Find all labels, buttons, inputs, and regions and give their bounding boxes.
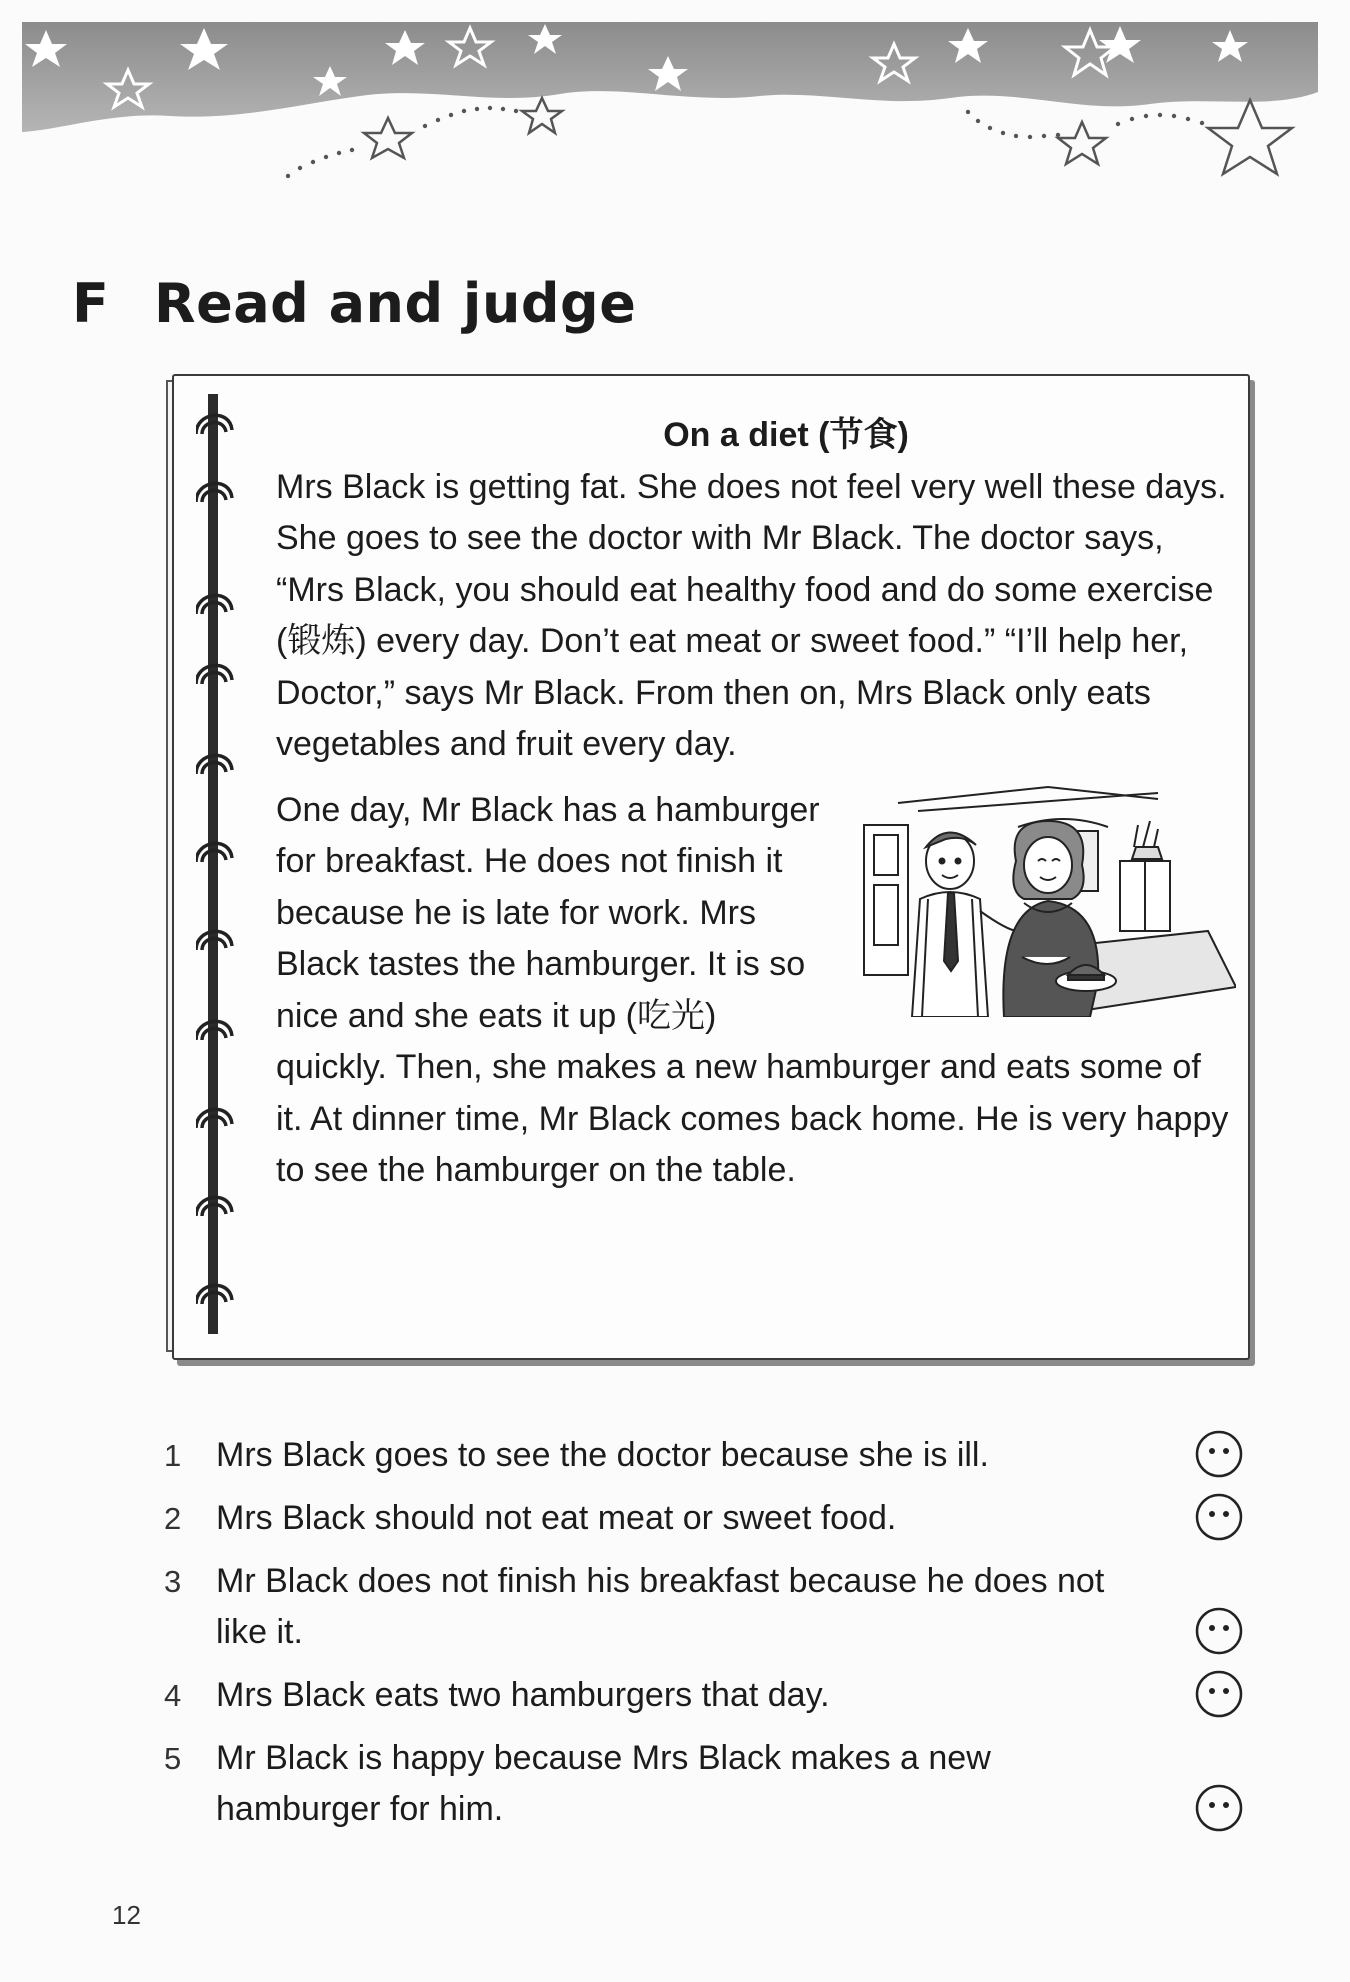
story-title: On a diet (节食)	[663, 416, 909, 454]
smiley-face-icon[interactable]	[1194, 1492, 1244, 1542]
story-paragraph-1: Mrs Black is getting fat. She does not feel very well these days. She goes to see the doctor with Mr Black. The doctor says, “Mrs Black, you should eat healthy food and do some exercise (锻炼) every day. Don’t eat meat or sweet food.” “I’ll help her, Doctor,” says Mr Black. From then on, Mrs Black only eats vegetables and fruit every day.	[276, 467, 1227, 763]
question-item	[164, 1733, 1244, 1835]
question-number: 2	[164, 1501, 182, 1536]
family-illustration	[858, 781, 1236, 1017]
smiley-face-icon[interactable]	[1194, 1606, 1244, 1656]
judge-questions	[164, 1430, 1244, 1847]
question-item	[164, 1556, 1244, 1658]
story-text	[276, 410, 1236, 1197]
question-text: Mrs Black goes to see the doctor because she is ill.	[216, 1436, 989, 1474]
spiral-binding	[196, 394, 236, 1334]
question-number: 4	[164, 1678, 182, 1713]
page-number: 12	[112, 1900, 141, 1930]
section-letter: F	[72, 272, 110, 335]
question-text: Mr Black is happy because Mrs Black makes a new hamburger for him.	[216, 1739, 991, 1828]
question-number: 3	[164, 1564, 182, 1599]
question-text: Mr Black does not finish his breakfast because he does not like it.	[216, 1562, 1105, 1651]
section-heading	[72, 272, 636, 335]
question-number: 5	[164, 1741, 182, 1776]
question-item	[164, 1670, 1244, 1721]
question-item	[164, 1493, 1244, 1544]
question-number: 1	[164, 1438, 182, 1473]
story-paragraph-2: One day, Mr Black has a hamburger for breakfast. He does not finish it because he is late for work. Mrs Black tastes the hamburger. It is so nice and she eats it up (吃光) quickly. Then, she makes a new hamburger and eats some of it. At dinner time, Mr Black comes back home. He is very happy to see the hamburger on the table.	[276, 790, 1229, 1189]
smiley-face-icon[interactable]	[1194, 1429, 1244, 1479]
section-title: Read and judge	[154, 272, 637, 335]
question-text: Mrs Black eats two hamburgers that day.	[216, 1676, 830, 1714]
smiley-face-icon[interactable]	[1194, 1783, 1244, 1833]
question-item	[164, 1430, 1244, 1481]
smiley-face-icon[interactable]	[1194, 1669, 1244, 1719]
question-text: Mrs Black should not eat meat or sweet food.	[216, 1499, 897, 1537]
star-banner	[0, 0, 1350, 210]
